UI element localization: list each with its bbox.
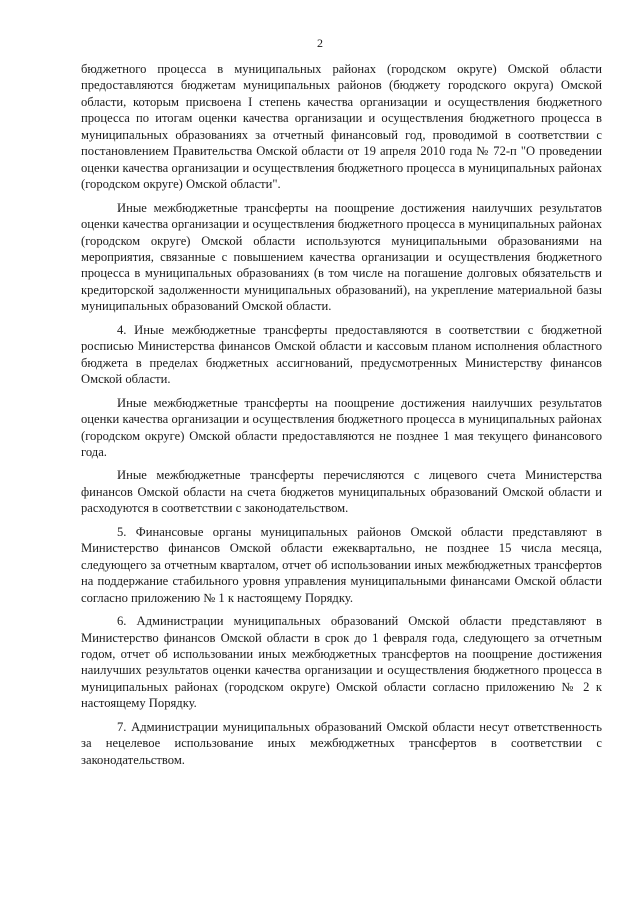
document-body xyxy=(81,61,602,768)
paragraph-transfer-accounts: Иные межбюджетные трансферты перечисляются с лицевого счета Министерства финансов Омской области на счета бюджетов муниципальных образований Омской области и расходуются в соответствии с законодательством. xyxy=(81,468,602,516)
paragraph-item-5: 5. Финансовые органы муниципальных районов Омской области представляют в Министерство финансов Омской области ежеквартально, не позднее 15 числа месяца, следующего за отчетным кварталом, отчет об использовании иных межбюджетных трансфертов на поддержание стабильного уровня управления муниципальными финансами Омской области согласно приложению № 1 к настоящему Порядку. xyxy=(81,524,602,605)
paragraph-incentive-transfers-use: Иные межбюджетные трансферты на поощрение достижения наилучших результатов оценки качества организации и осуществления бюджетного процесса в муниципальных районах (городском округе) Омской области используются муниципальными образованиями на мероприятия, связанные с повышением качества организации и осуществления бюджетного процесса в муниципальных образованиях (в том числе на погашение долговых обязательств и кредиторской задолженности муниципальных образований), на укрепление материальной базы муниципальных образований Омской области. xyxy=(81,200,602,314)
paragraph-provision-deadline: Иные межбюджетные трансферты на поощрение достижения наилучших результатов оценки качества организации и осуществления бюджетного процесса в муниципальных районах (городском округе) Омской области предоставляются не позднее 1 мая текущего финансового года. xyxy=(81,395,602,459)
paragraph-item-7: 7. Администрации муниципальных образований Омской области несут ответственность за нецелевое использование иных межбюджетных трансфертов в соответствии с законодательством. xyxy=(81,719,602,767)
paragraph-continuation: бюджетного процесса в муниципальных районах (городском округе) Омской области предоставляются бюджетам муниципальных районов (бюджету городского округа) Омской области, которым присвоена I степень качества организации и осуществления бюджетного процесса по итогам оценки качества организации и осуществления бюджетного процесса в муниципальных образованиях за отчетный финансовый год, проводимой в соответствии с постановлением Правительства Омской области от 19 апреля 2010 года № 72-п "О проведении оценки качества организации и осуществления бюджетного процесса в муниципальных районах (городском округе) Омской области". xyxy=(81,62,602,192)
paragraph-item-4: 4. Иные межбюджетные трансферты предоставляются в соответствии с бюджетной росписью Министерства финансов Омской области и кассовым планом исполнения областного бюджета в пределах бюджетных ассигнований, предусмотренных Министерству финансов Омской области. xyxy=(81,322,602,387)
page-number: 2 xyxy=(317,36,323,50)
paragraph-item-6: 6. Администрации муниципальных образований Омской области представляют в Министерство финансов Омской области в срок до 1 февраля года, следующего за отчетным годом, отчет об использовании иных межбюджетных трансфертов на поощрение достижения наилучших результатов оценки качества организации и осуществления бюджетного процесса в муниципальных районах (городском округе) Омской области согласно приложению № 2 к настоящему Порядку. xyxy=(81,614,602,711)
